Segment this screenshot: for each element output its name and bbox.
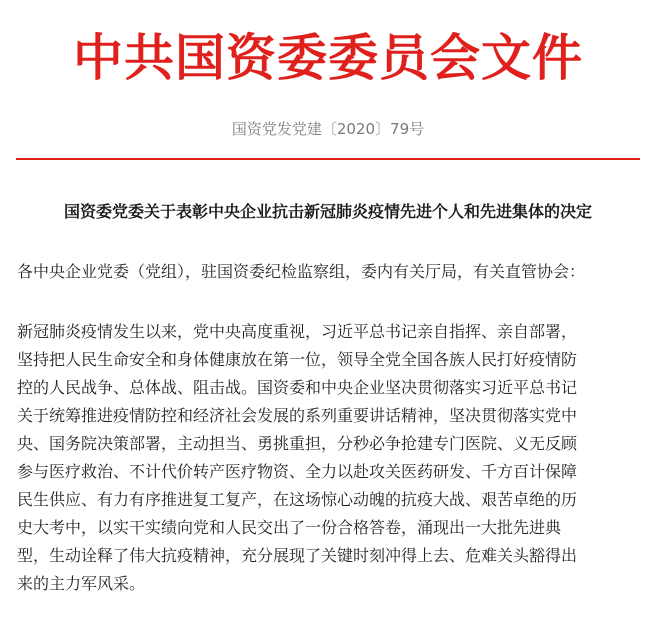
body-line: 来的主力军风采。: [17, 574, 146, 593]
body-line: 关于统筹推进疫情防控和经济社会发展的系列重要讲话精神，坚决贯彻落实党中: [17, 406, 578, 425]
body-line: 民生供应、有力有序推进复工复产，在这场惊心动魄的抗疫大战、艰苦卓绝的历: [17, 490, 578, 509]
body-line: 史大考中，以实干实绩向党和人民交出了一份合格答卷，涌现出一大批先进典: [17, 518, 562, 537]
body-line: 新冠肺炎疫情发生以来，党中央高度重视，习近平总书记亲自指挥、亲自部署，: [17, 322, 578, 341]
body-line: 参与医疗救治、不计代价转产医疗物资、全力以赴攻关医药研发、千方百计保障: [17, 462, 578, 481]
salutation: 各中央企业党委（党组），驻国资委纪检监察组，委内有关厅局，有关直管协会：: [17, 262, 586, 281]
decision-title: 国资委党委关于表彰中央企业抗击新冠肺炎疫情先进个人和先进集体的决定: [63, 202, 592, 221]
header-title: 中共国资委委员会文件: [73, 28, 583, 87]
body-line: 型，生动诠释了伟大抗疫精神，充分展现了关键时刻冲得上去、危难关头豁得出: [17, 546, 578, 565]
body-paragraph: [17, 318, 643, 598]
document-header: [0, 28, 656, 88]
body-line: 控的人民战争、总体战、阻击战。国资委和中央企业坚决贯彻落实习近平总书记: [17, 378, 578, 397]
document-number: 国资党发党建〔2020〕79号: [231, 120, 425, 138]
red-divider-line: [16, 158, 640, 160]
body-line: 央、国务院决策部署，主动担当、勇挑重担，分秒必争抢建专门医院、义无反顾: [17, 434, 578, 453]
body-line: 坚持把人民生命安全和身体健康放在第一位，领导全党全国各族人民打好疫情防: [17, 350, 578, 369]
